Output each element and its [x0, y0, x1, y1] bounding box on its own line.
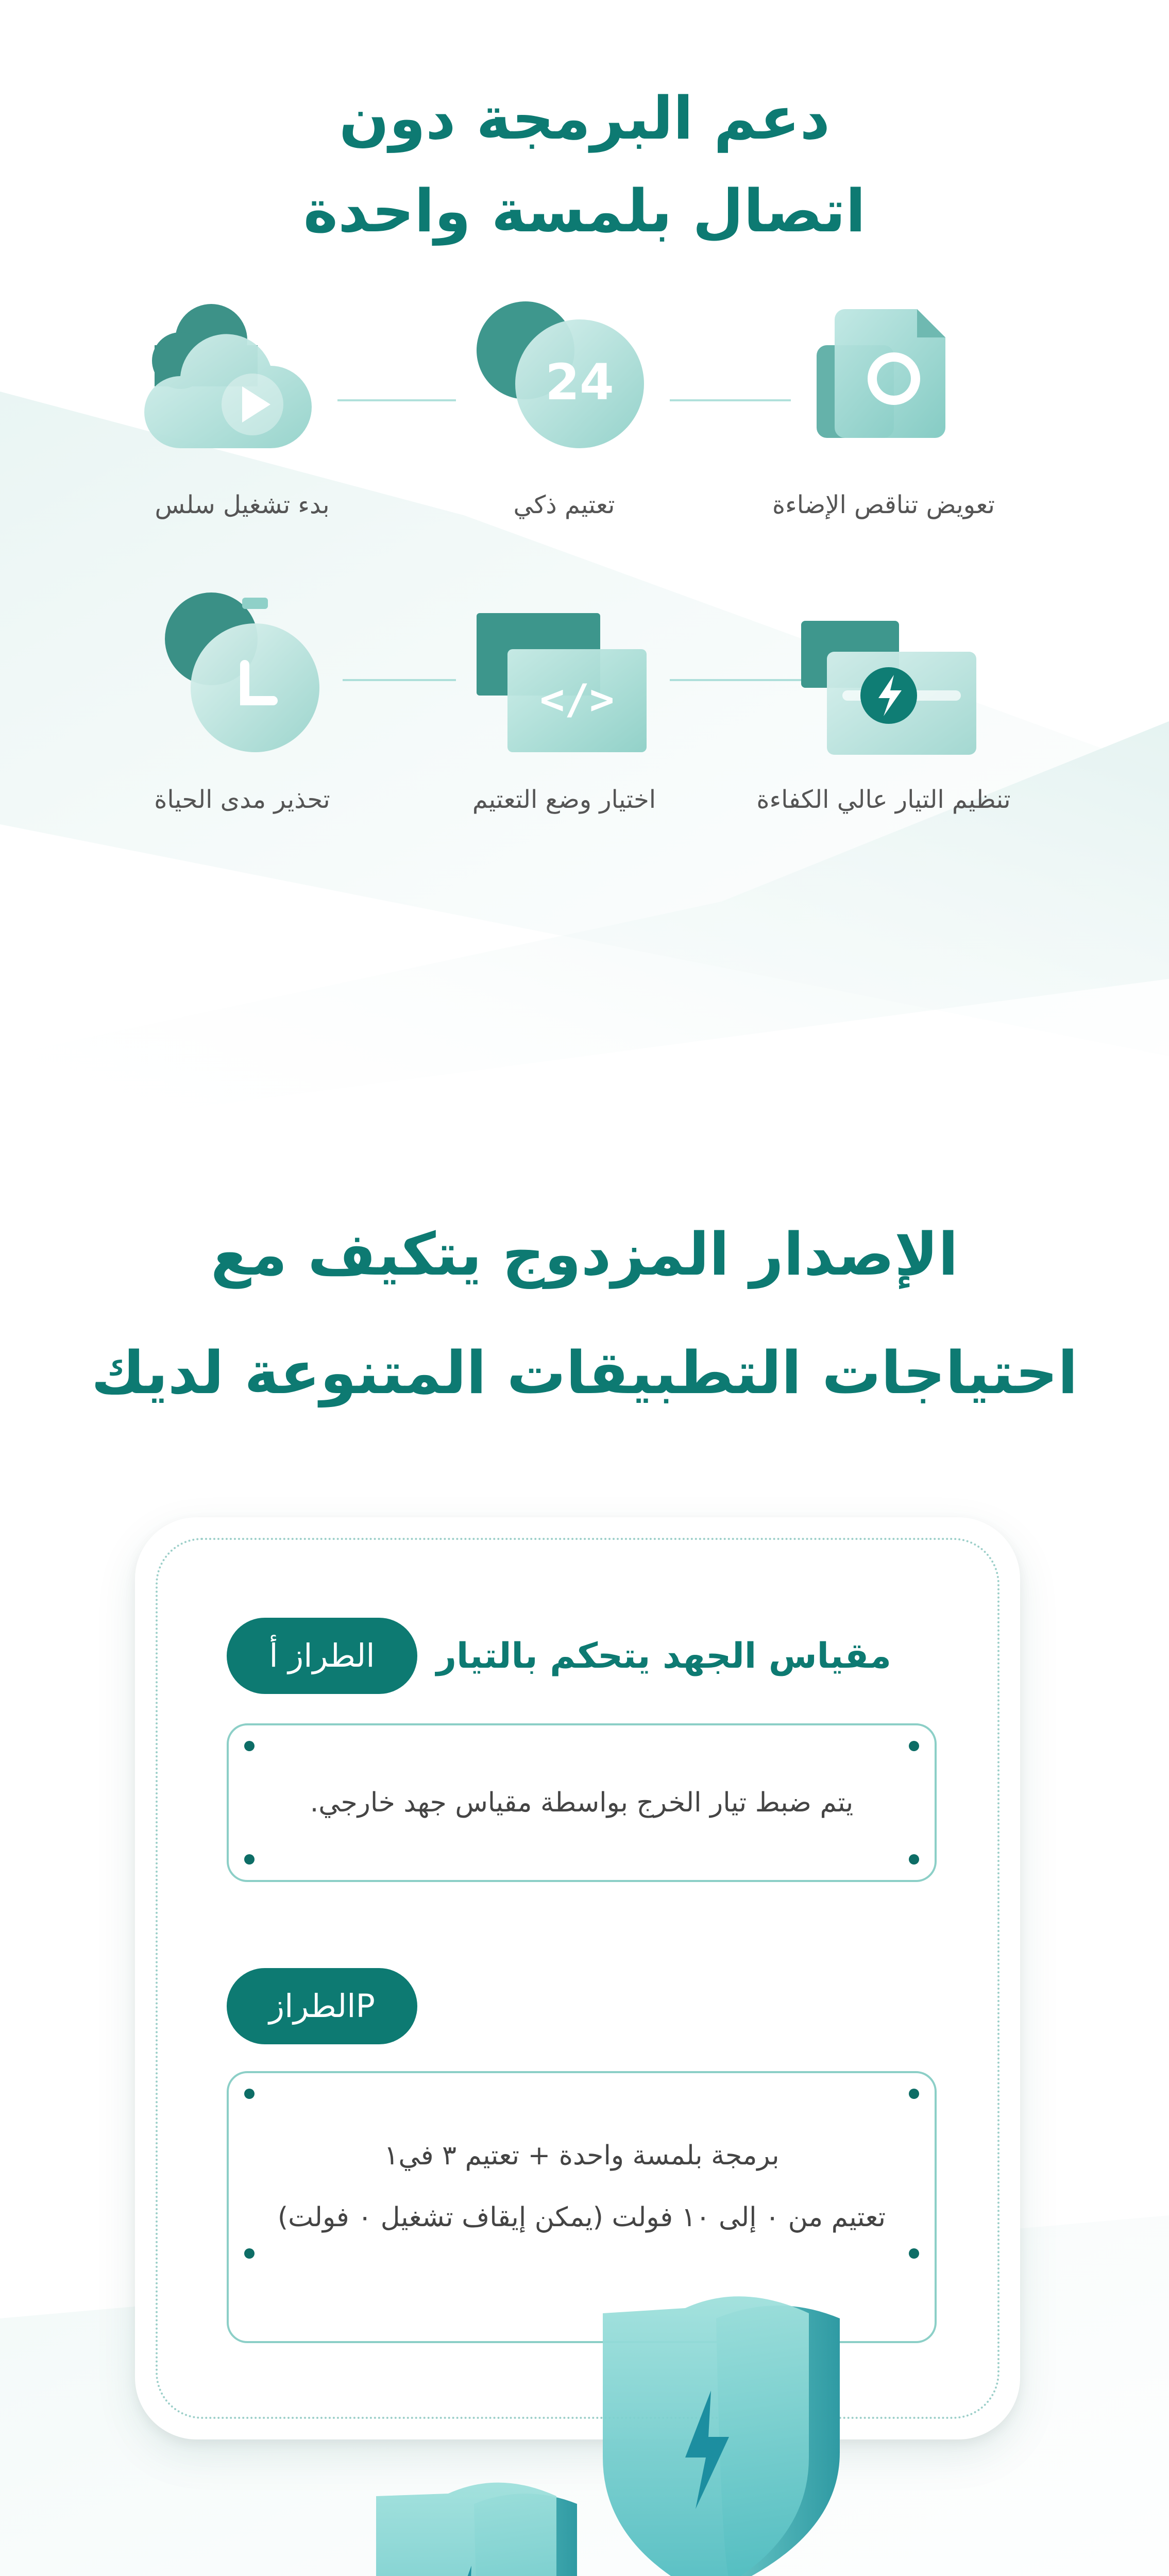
- feature-smart-dimming: [469, 294, 654, 469]
- feature-dimming-mode: [471, 608, 657, 773]
- feature-light-compensation: [796, 289, 971, 464]
- corner-dot: [244, 1854, 255, 1865]
- connector-line: [670, 399, 791, 401]
- dimming-mode-code-icon: [471, 608, 657, 773]
- corner-dot: [909, 2089, 919, 2099]
- feature-soft-start: [144, 294, 340, 469]
- code-badge: </>: [539, 675, 615, 723]
- corner-dot: [909, 1741, 919, 1751]
- feature-label: تحذير مدى الحياة: [154, 785, 330, 814]
- model-p-line-2: تعتيم من ٠ إلى ١٠ فولت (يمكن إيقاف تشغيل ٠ فولت): [277, 2202, 886, 2233]
- section2-title-line-2: احتياجات التطبيقات المتنوعة لديك: [91, 1338, 1078, 1407]
- dimming-badge: 24: [545, 353, 614, 411]
- corner-dot: [909, 1854, 919, 1865]
- corner-dot: [244, 2089, 255, 2099]
- section1-title-line-2: اتصال بلمسة واحدة: [303, 177, 866, 245]
- model-a-pill: الطراز أ: [227, 1618, 417, 1694]
- model-a-description: يتم ضبط تيار الخرج بواسطة مقياس جهد خارجي.: [310, 1787, 854, 1818]
- lifetime-warning-timer-icon: [155, 587, 340, 773]
- model-p-pill: Pالطراز: [227, 1968, 417, 2044]
- feature-label: اختيار وضع التعتيم: [472, 785, 656, 814]
- light-compensation-icon: [796, 289, 971, 464]
- feature-label: بدء تشغيل سلس: [155, 490, 330, 519]
- feature-lifetime-warning: [155, 587, 340, 773]
- feature-label: تعويض تناقص الإضاءة: [772, 490, 995, 519]
- corner-dot: [909, 2248, 919, 2259]
- shield-platform-illustration: [196, 2287, 969, 2576]
- feature-current-regulation: [796, 605, 981, 770]
- current-regulation-bolt-icon: [796, 605, 981, 770]
- connector-line: [337, 399, 456, 401]
- section1-title-line-1: دعم البرمجة دون: [338, 84, 831, 152]
- corner-dot: [244, 1741, 255, 1751]
- section2-title: [0, 1195, 1169, 1432]
- smart-dimming-24-icon: [469, 294, 654, 469]
- model-p-line-1: برمجة بلمسة واحدة + تعتيم ٣ في١: [384, 2140, 780, 2171]
- section2-title-line-1: الإصدار المزدوج يتكيف مع: [211, 1220, 958, 1289]
- connector-line: [343, 679, 456, 681]
- model-a-heading: مقياس الجهد يتحكم بالتيار: [436, 1636, 891, 1676]
- corner-dot: [244, 2248, 255, 2259]
- model-a-info-box: [227, 1723, 937, 1882]
- soft-start-play-icon: [144, 294, 340, 469]
- connector-line: [670, 679, 801, 681]
- feature-label: تعتيم ذكي: [513, 490, 615, 519]
- section1-title: [0, 72, 1169, 258]
- feature-label: تنظيم التيار عالي الكفاءة: [756, 785, 1011, 814]
